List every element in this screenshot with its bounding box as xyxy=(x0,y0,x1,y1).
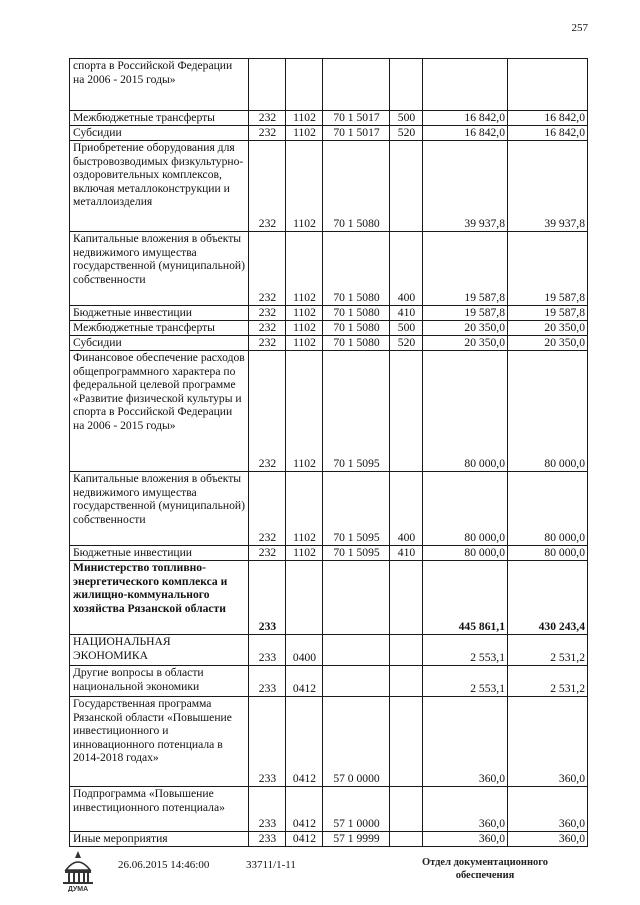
cell-csr: 70 1 5080 xyxy=(323,232,390,306)
cell-vr xyxy=(390,787,423,832)
cell-name: Другие вопросы в области национальной экономики xyxy=(70,666,249,697)
cell-csr: 70 1 5095 xyxy=(323,546,390,561)
cell-rz: 1102 xyxy=(286,306,323,321)
table-row xyxy=(70,351,588,472)
cell-ved: 232 xyxy=(249,111,286,126)
cell-name: Капитальные вложения в объекты недвижимого имущества государственной (муниципальной) собственности xyxy=(70,472,249,546)
table-row xyxy=(70,666,588,697)
table-row xyxy=(70,546,588,561)
cell-rz: 1102 xyxy=(286,351,323,472)
cell-vr xyxy=(390,697,423,787)
logo-text: ДУМА xyxy=(67,886,89,892)
cell-sum-2016: 19 587,8 xyxy=(423,232,508,306)
table-row xyxy=(70,832,588,847)
cell-vr: 520 xyxy=(390,336,423,351)
table-row xyxy=(70,561,588,635)
cell-vr xyxy=(390,635,423,666)
cell-sum-2017: 19 587,8 xyxy=(508,306,588,321)
cell-rz: 1102 xyxy=(286,126,323,141)
cell-rz: 0412 xyxy=(286,832,323,847)
cell-csr: 70 1 5017 xyxy=(323,126,390,141)
cell-sum-2017: 80 000,0 xyxy=(508,472,588,546)
cell-rz: 1102 xyxy=(286,232,323,306)
cell-csr xyxy=(323,561,390,635)
cell-rz xyxy=(286,561,323,635)
cell-sum-2017: 360,0 xyxy=(508,697,588,787)
cell-sum-2017: 20 350,0 xyxy=(508,321,588,336)
table-row xyxy=(70,126,588,141)
duma-logo-icon xyxy=(60,848,96,892)
footer-department: Отдел документационного обеспечения xyxy=(421,857,549,881)
cell-ved: 232 xyxy=(249,546,286,561)
cell-name: Подпрограмма «Повышение инвестиционного потенциала» xyxy=(70,787,249,832)
cell-name: Финансовое обеспечение расходов общепрограммного характера по федеральной целевой программе «Развитие физической культуры и спорта в Российской Федерации на 2006 - 2015 годы» xyxy=(70,351,249,472)
table-row xyxy=(70,635,588,666)
budget-table xyxy=(69,58,588,847)
table-row xyxy=(70,141,588,232)
cell-ved xyxy=(249,59,286,111)
cell-name: Капитальные вложения в объекты недвижимого имущества государственной (муниципальной) собственности xyxy=(70,232,249,306)
cell-sum-2016 xyxy=(423,59,508,111)
cell-sum-2016: 16 842,0 xyxy=(423,126,508,141)
cell-csr: 70 1 5095 xyxy=(323,472,390,546)
table-row xyxy=(70,787,588,832)
cell-name: Субсидии xyxy=(70,336,249,351)
cell-sum-2016: 360,0 xyxy=(423,697,508,787)
cell-sum-2017: 360,0 xyxy=(508,832,588,847)
table-row xyxy=(70,336,588,351)
cell-sum-2016: 19 587,8 xyxy=(423,306,508,321)
cell-ved: 232 xyxy=(249,232,286,306)
cell-csr: 70 1 5095 xyxy=(323,351,390,472)
cell-csr: 57 0 0000 xyxy=(323,697,390,787)
cell-sum-2016: 445 861,1 xyxy=(423,561,508,635)
table-row xyxy=(70,232,588,306)
cell-csr: 70 1 5080 xyxy=(323,336,390,351)
cell-sum-2017: 80 000,0 xyxy=(508,351,588,472)
cell-vr: 400 xyxy=(390,472,423,546)
cell-csr: 57 1 0000 xyxy=(323,787,390,832)
table-row xyxy=(70,59,588,111)
cell-sum-2016: 80 000,0 xyxy=(423,546,508,561)
cell-csr: 70 1 5080 xyxy=(323,306,390,321)
cell-name: спорта в Российской Федерации на 2006 - 2015 годы» xyxy=(70,59,249,111)
cell-ved: 233 xyxy=(249,666,286,697)
cell-name: НАЦИОНАЛЬНАЯ ЭКОНОМИКА xyxy=(70,635,249,666)
table-row xyxy=(70,306,588,321)
table-row xyxy=(70,111,588,126)
cell-sum-2017: 39 937,8 xyxy=(508,141,588,232)
cell-sum-2016: 80 000,0 xyxy=(423,351,508,472)
cell-csr: 70 1 5080 xyxy=(323,321,390,336)
cell-rz xyxy=(286,59,323,111)
cell-sum-2017: 20 350,0 xyxy=(508,336,588,351)
cell-sum-2017: 360,0 xyxy=(508,787,588,832)
cell-rz: 1102 xyxy=(286,111,323,126)
cell-sum-2017: 2 531,2 xyxy=(508,635,588,666)
cell-sum-2016: 360,0 xyxy=(423,832,508,847)
table-row xyxy=(70,321,588,336)
cell-name: Межбюджетные трансферты xyxy=(70,321,249,336)
cell-ved: 232 xyxy=(249,321,286,336)
cell-ved: 233 xyxy=(249,561,286,635)
cell-name: Иные мероприятия xyxy=(70,832,249,847)
cell-vr xyxy=(390,351,423,472)
cell-vr: 410 xyxy=(390,306,423,321)
cell-name: Государственная программа Рязанской области «Повышение инвестиционного и инновационного потенциала в 2014-2018 годах» xyxy=(70,697,249,787)
table-row xyxy=(70,697,588,787)
cell-rz: 1102 xyxy=(286,321,323,336)
cell-ved: 232 xyxy=(249,141,286,232)
cell-rz: 1102 xyxy=(286,141,323,232)
cell-sum-2016: 16 842,0 xyxy=(423,111,508,126)
footer-document-code: 33711/1-11 xyxy=(246,859,296,871)
cell-sum-2017: 2 531,2 xyxy=(508,666,588,697)
cell-sum-2016: 20 350,0 xyxy=(423,336,508,351)
cell-sum-2017: 16 842,0 xyxy=(508,126,588,141)
cell-csr: 57 1 9999 xyxy=(323,832,390,847)
cell-csr: 70 1 5017 xyxy=(323,111,390,126)
cell-name: Субсидии xyxy=(70,126,249,141)
cell-name: Бюджетные инвестиции xyxy=(70,546,249,561)
cell-vr: 400 xyxy=(390,232,423,306)
cell-ved: 233 xyxy=(249,787,286,832)
cell-name: Министерство топливно-энергетического комплекса и жилищно-коммунального хозяйства Рязанской области xyxy=(70,561,249,635)
cell-sum-2016: 2 553,1 xyxy=(423,635,508,666)
cell-csr xyxy=(323,666,390,697)
cell-sum-2016: 20 350,0 xyxy=(423,321,508,336)
cell-rz: 0400 xyxy=(286,635,323,666)
page-footer xyxy=(0,848,640,905)
cell-sum-2016: 360,0 xyxy=(423,787,508,832)
cell-sum-2017: 19 587,8 xyxy=(508,232,588,306)
cell-sum-2017 xyxy=(508,59,588,111)
cell-ved: 233 xyxy=(249,832,286,847)
cell-vr xyxy=(390,561,423,635)
cell-ved: 233 xyxy=(249,635,286,666)
cell-name: Межбюджетные трансферты xyxy=(70,111,249,126)
cell-ved: 232 xyxy=(249,472,286,546)
budget-table-body xyxy=(70,59,588,847)
cell-name: Бюджетные инвестиции xyxy=(70,306,249,321)
cell-rz: 0412 xyxy=(286,697,323,787)
cell-vr: 500 xyxy=(390,111,423,126)
table-row xyxy=(70,472,588,546)
cell-vr xyxy=(390,59,423,111)
cell-csr xyxy=(323,59,390,111)
cell-ved: 233 xyxy=(249,697,286,787)
footer-date: 26.06.2015 14:46:00 xyxy=(118,859,210,871)
cell-vr: 500 xyxy=(390,321,423,336)
cell-vr: 520 xyxy=(390,126,423,141)
cell-sum-2016: 39 937,8 xyxy=(423,141,508,232)
cell-ved: 232 xyxy=(249,336,286,351)
cell-sum-2017: 430 243,4 xyxy=(508,561,588,635)
cell-sum-2017: 16 842,0 xyxy=(508,111,588,126)
cell-sum-2016: 2 553,1 xyxy=(423,666,508,697)
cell-rz: 0412 xyxy=(286,787,323,832)
cell-rz: 0412 xyxy=(286,666,323,697)
cell-csr xyxy=(323,635,390,666)
cell-ved: 232 xyxy=(249,306,286,321)
cell-csr: 70 1 5080 xyxy=(323,141,390,232)
cell-sum-2017: 80 000,0 xyxy=(508,546,588,561)
cell-ved: 232 xyxy=(249,126,286,141)
page-number: 257 xyxy=(571,22,588,34)
cell-vr: 410 xyxy=(390,546,423,561)
cell-ved: 232 xyxy=(249,351,286,472)
cell-vr xyxy=(390,832,423,847)
cell-name: Приобретение оборудования для быстровозводимых физкультурно-оздоровительных комплексов, включая металлоконструкции и металлоизделия xyxy=(70,141,249,232)
cell-rz: 1102 xyxy=(286,472,323,546)
cell-rz: 1102 xyxy=(286,546,323,561)
cell-vr xyxy=(390,666,423,697)
cell-sum-2016: 80 000,0 xyxy=(423,472,508,546)
cell-vr xyxy=(390,141,423,232)
cell-rz: 1102 xyxy=(286,336,323,351)
